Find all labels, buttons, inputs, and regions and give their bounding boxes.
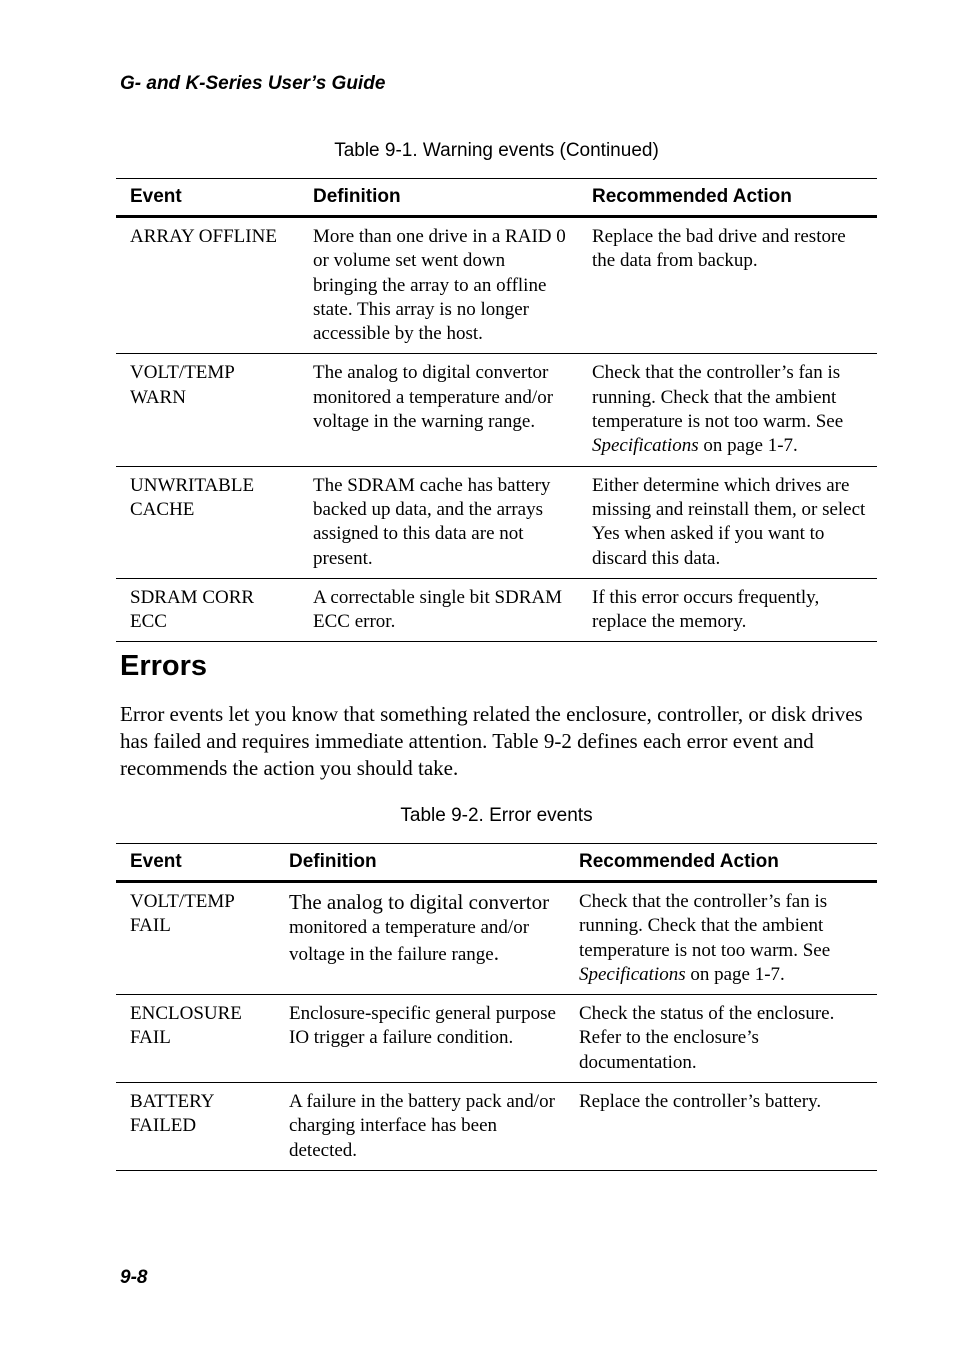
action-cell: If this error occurs frequently, replace the memory. [578,578,877,642]
event-cell: UNWRITABLE CACHE [116,466,299,578]
column-header: Recommended Action [578,179,877,217]
column-header: Definition [299,179,578,217]
definition-cell: Enclosure-specific general purpose IO trigger a failure condition. [275,995,565,1083]
event-cell: SDRAM CORR ECC [116,578,299,642]
table-row [116,578,877,642]
page-reference: on page 1-7. [685,963,785,985]
table-row [116,882,877,995]
table-row [116,354,877,466]
definition-period: . [493,940,499,965]
table-row [116,995,877,1083]
definition-cell: A correctable single bit SDRAM ECC error. [299,578,578,642]
running-head: G- and K-Series User’s Guide [120,73,386,94]
table-header-row [116,844,877,882]
page-number: 9-8 [120,1267,148,1288]
column-header: Event [116,844,275,882]
column-header: Event [116,179,299,217]
definition-cell: The SDRAM cache has battery backed up data, and the arrays assigned to this data are not present. [299,466,578,578]
column-header: Definition [275,844,565,882]
definition-cell [275,882,565,995]
definition-cell: A failure in the battery pack and/or charging interface has been detected. [275,1083,565,1171]
table-caption: Table 9-2. Error events [400,805,593,826]
section-body: Error events let you know that something related the enclosure, controller, or disk drives has failed and requires immediate attention. Table 9-2 defines each error event and recommends the action you should take. [120,702,863,780]
table-row [116,1083,877,1171]
action-cell [578,354,877,466]
action-text: Check that the controller’s fan is running. Check that the ambient temperature is not too warm. See [592,362,844,433]
section-heading: Errors [120,650,208,682]
page-reference: on page 1-7. [698,435,798,457]
definition-lead: The analog to digital convertor [289,890,550,914]
action-text: Check that the controller’s fan is running. Check that the ambient temperature is not too warm. See [579,891,831,961]
event-cell: VOLT/TEMP WARN [116,354,299,466]
definition-text: monitored a temperature and/or voltage in the failure range [289,917,530,965]
table-row [116,466,877,578]
action-cell: Replace the bad drive and restore the data from backup. [578,217,877,354]
table-header-row [116,179,877,217]
table-caption: Table 9-1. Warning events (Continued) [334,140,659,161]
definition-cell: The analog to digital convertor monitored a temperature and/or voltage in the warning range. [299,354,578,466]
warning-events-table [116,178,877,642]
definition-cell: More than one drive in a RAID 0 or volume set went down bringing the array to an offline state. This array is no longer accessible by the host. [299,217,578,354]
event-cell: VOLT/TEMP FAIL [116,882,275,995]
specifications-reference: Specifications [592,435,699,457]
action-cell: Check the status of the enclosure. Refer to the enclosure’s documentation. [565,995,877,1083]
action-cell [565,882,877,995]
table-row [116,217,877,354]
column-header: Recommended Action [565,844,877,882]
error-events-table [116,843,877,1171]
action-cell: Either determine which drives are missing and reinstall them, or select Yes when asked if you want to discard this data. [578,466,877,578]
event-cell: BATTERY FAILED [116,1083,275,1171]
action-cell: Replace the controller’s battery. [565,1083,877,1171]
event-cell: ENCLOSURE FAIL [116,995,275,1083]
specifications-reference: Specifications [579,963,686,985]
event-cell: ARRAY OFFLINE [116,217,299,354]
